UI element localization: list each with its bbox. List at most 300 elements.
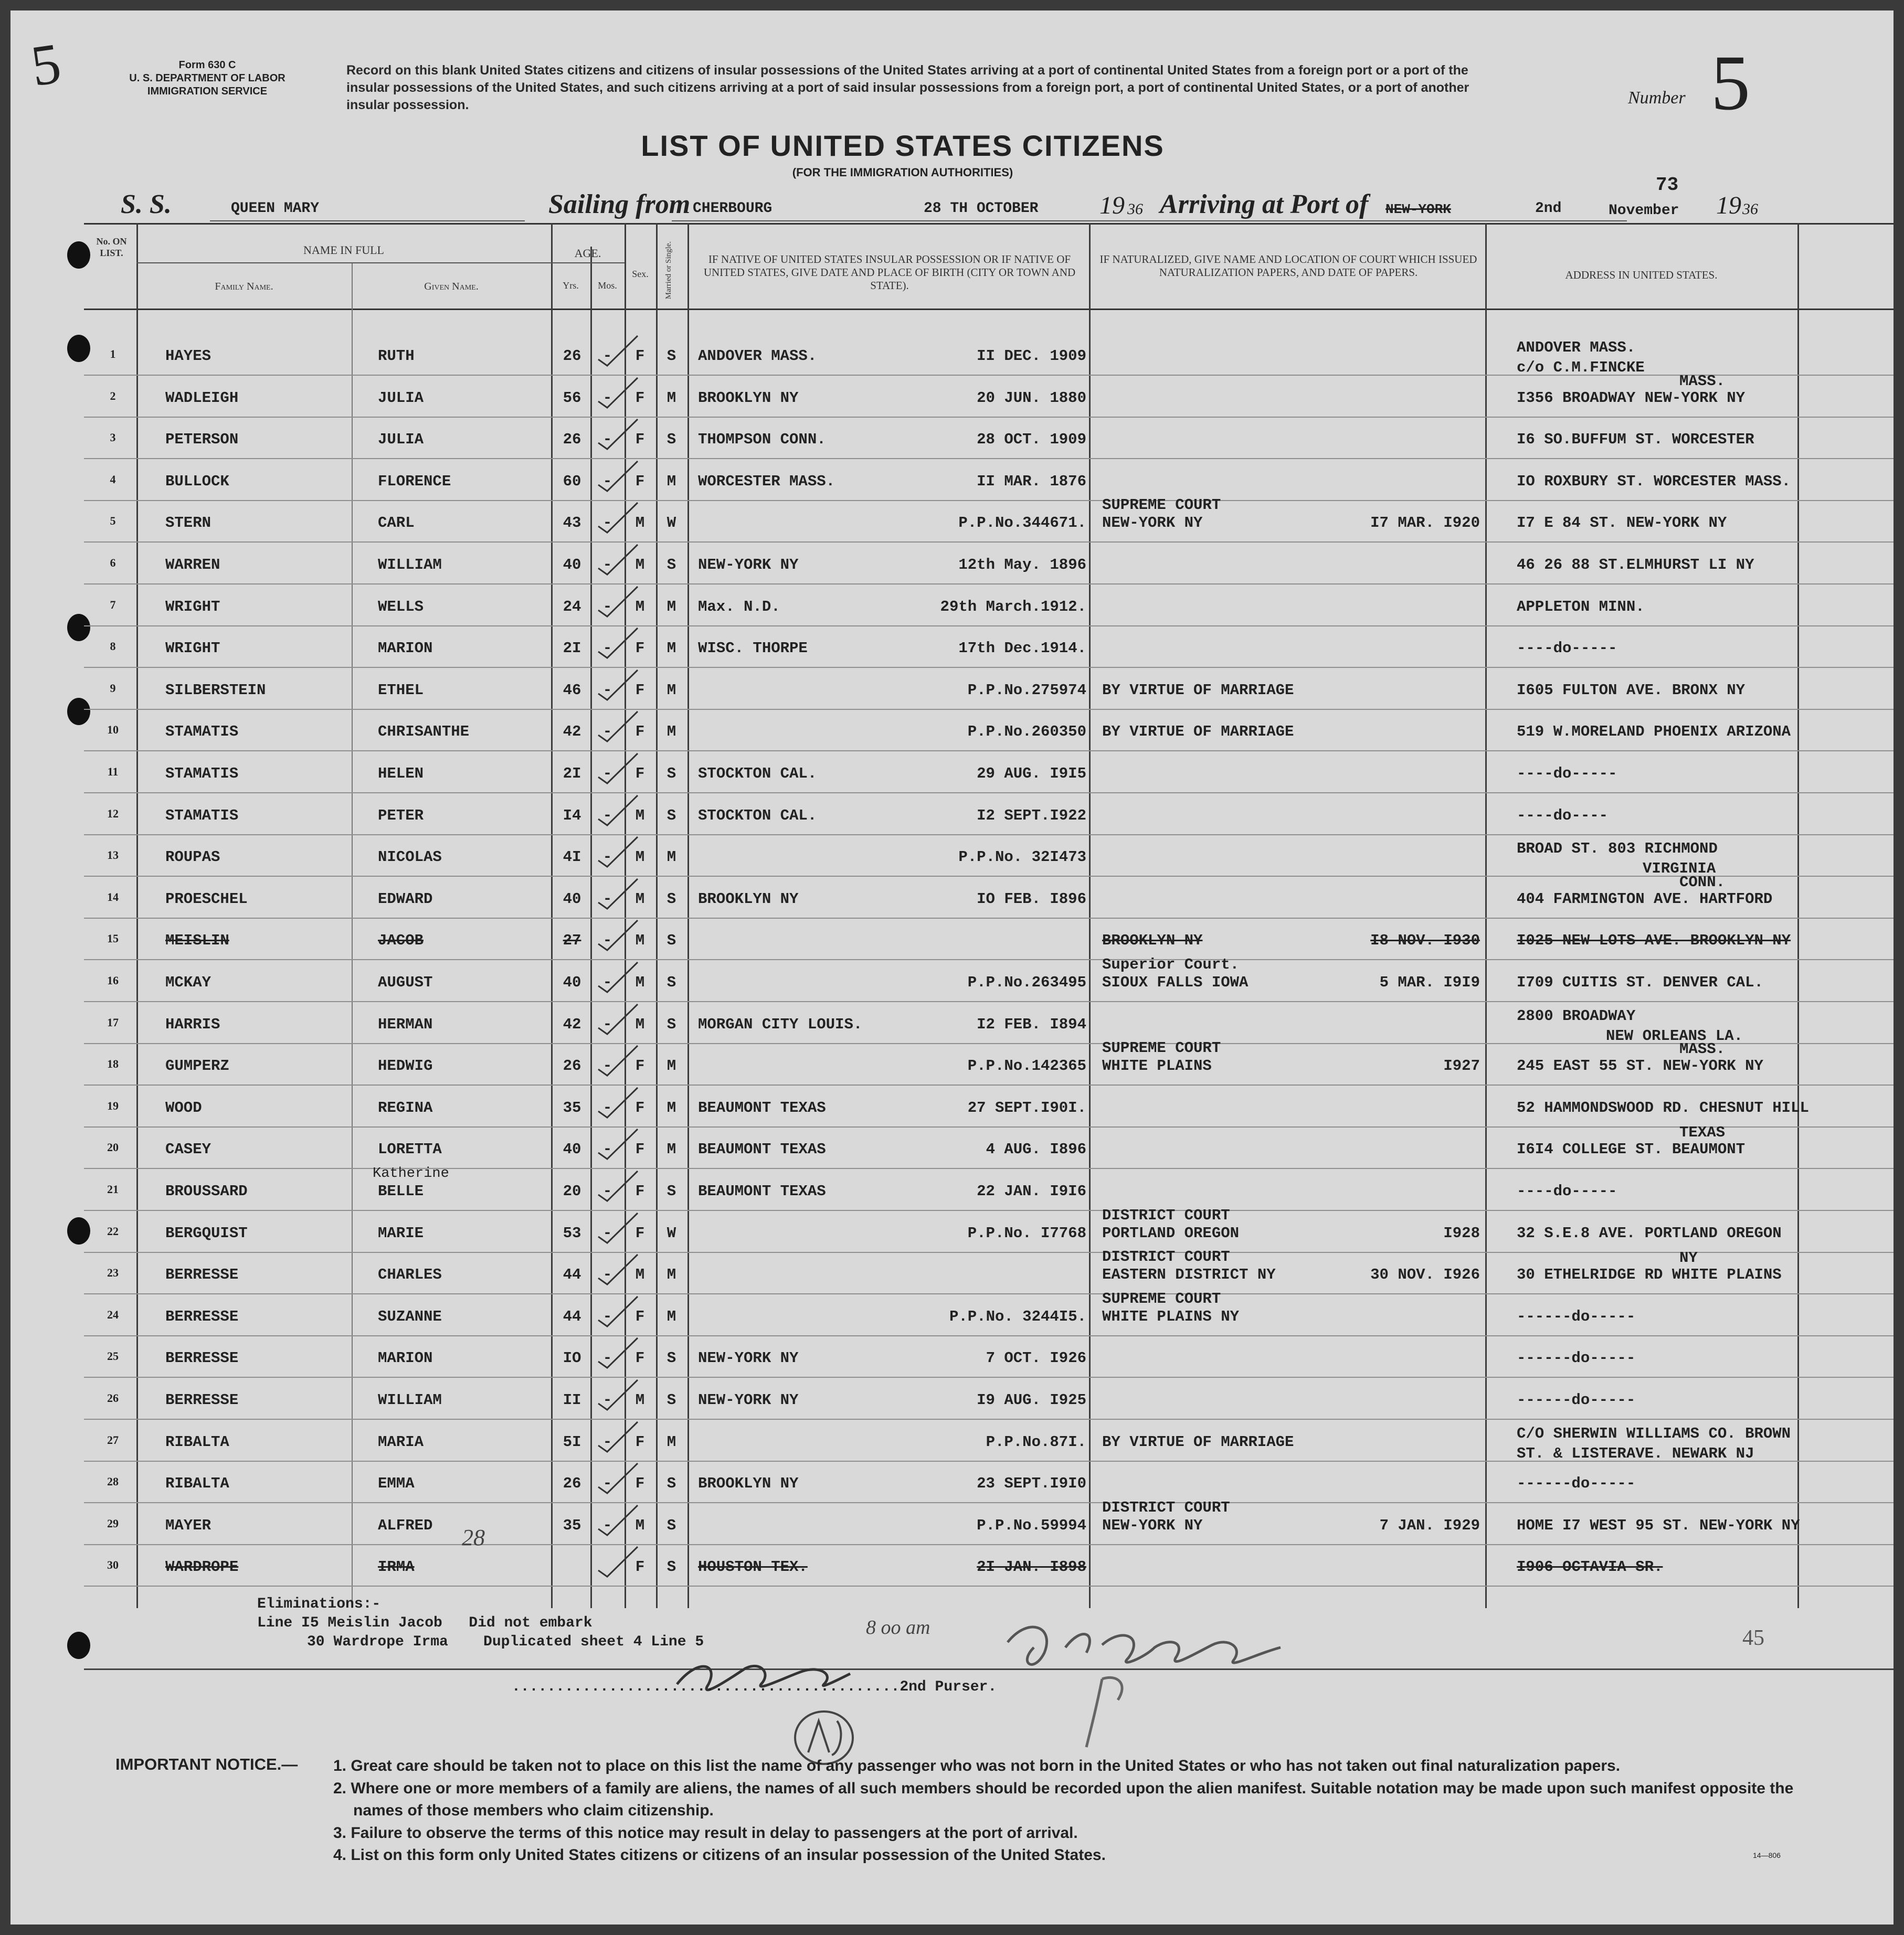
cell-no: 4 [110,472,116,486]
cell-birth-place: NEW-YORK NY [698,556,799,573]
check-mark-icon [596,625,643,662]
elimination-line-2: 30 Wardrope Irma Duplicated sheet 4 Line 5 [307,1634,704,1650]
cell-address: 519 W.MORELAND PHOENIX ARIZONA [1517,723,1791,741]
cell-ms: M [667,598,676,615]
cell-birth-date: P.P.No. 32I473 [958,848,1086,866]
col-header-address: ADDRESS IN UNITED STATES. [1565,269,1718,281]
check-mark-icon [596,1544,643,1581]
cell-birth-date: 17th Dec.1914. [958,640,1086,657]
cell-sex: M [635,1266,645,1284]
cell-no: 14 [107,890,119,903]
check-mark-icon [596,1503,643,1539]
cell-mos: - [602,1516,612,1534]
row-rule [84,1210,1894,1211]
col-rule [1797,223,1799,1608]
cell-birth-place: WORCESTER MASS. [698,472,835,490]
cell-family: BERRESSE [165,1307,239,1325]
cell-family: STAMATIS [165,723,239,741]
row-rule [84,1085,1894,1086]
check-mark-icon [596,333,643,370]
cell-birth-place: BEAUMONT TEXAS [698,1141,826,1158]
cell-address: ----do----- [1517,640,1617,657]
cell-court: Superior Court. [1102,956,1240,973]
cell-no: 12 [107,806,119,820]
col-rule [590,247,592,1608]
page-note: 45 [1742,1626,1764,1650]
check-mark-icon [596,709,643,746]
cell-sex: M [635,890,645,908]
row-rule [84,1001,1894,1002]
cell-birth-date: 27 SEPT.I90I. [967,1099,1086,1117]
cell-address: 245 EAST 55 ST. NEW-YORK NY [1517,1057,1763,1075]
cell-ms: M [667,472,676,490]
cell-sex: M [635,514,645,532]
cell-no: 9 [110,681,116,695]
row-rule [84,500,1894,501]
year-to: 36 [1742,200,1758,218]
notice-item: 4. List on this form only United States citizens or citizens of an insular possession of the United States. [333,1846,1106,1864]
cell-birth-date: 20 JUN. 1880 [977,389,1086,407]
cell-ms: M [667,723,676,741]
cell-given: RUTH [378,347,415,365]
cell-ms: S [667,806,676,824]
cell-given: FLORENCE [378,472,451,490]
cell-ms: S [667,431,676,449]
cell-family: WADLEIGH [165,389,239,407]
rule [210,220,525,221]
cell-family: PETERSON [165,431,239,449]
cell-address: APPLETON MINN. [1517,598,1645,615]
cell-court: BROOKLYN NY [1102,932,1203,950]
col-header-mos: Mos. [598,280,617,291]
check-mark-icon [596,1461,643,1497]
row-rule [84,417,1894,418]
cell-mos: - [602,1015,612,1033]
cell-no: 11 [107,765,119,778]
cell-ms: S [667,1349,676,1367]
cell-court-location: NEW-YORK NY [1102,1516,1203,1534]
cell-birth-date: P.P.No.87I. [986,1433,1086,1451]
cell-birth-place: BEAUMONT TEXAS [698,1099,826,1117]
cell-given: AUGUST [378,974,433,991]
department: U. S. DEPARTMENT OF LABOR [129,72,285,84]
col-header-sex: Sex. [632,269,649,279]
cell-yrs: 24 [563,598,581,615]
cell-yrs: II [563,1391,581,1409]
cell-court-date: 30 NOV. I926 [1370,1266,1480,1284]
cell-given: SUZANNE [378,1307,442,1325]
cell-birth-place: BEAUMONT TEXAS [698,1183,826,1200]
cell-address: ------do----- [1517,1391,1636,1409]
year-from: 36 [1127,200,1143,218]
check-mark-icon [596,375,643,412]
cell-address: I709 CUITIS ST. DENVER CAL. [1517,974,1763,991]
cell-yrs: 43 [563,514,581,532]
cell-sex: F [635,1141,645,1158]
cell-birth-place: STOCKTON CAL. [698,806,817,824]
arriving-label: Arriving at Port of [1160,189,1369,219]
cell-mos: - [602,974,612,991]
cell-sex: M [635,848,645,866]
cell-birth-date: 7 OCT. I926 [986,1349,1086,1367]
cell-no: 30 [107,1558,119,1572]
cell-sex: F [635,1475,645,1493]
cell-family: BERRESSE [165,1266,239,1284]
notice-item: 3. Failure to observe the terms of this notice may result in delay to passengers at the port of arrival. [333,1824,1078,1842]
cell-address-line2: ST. & LISTERAVE. NEWARK NJ [1517,1444,1754,1462]
cell-birth-date: 12th May. 1896 [958,556,1086,573]
cell-mos: - [602,681,612,699]
cell-birth-date: II DEC. 1909 [977,347,1086,365]
cell-sex: M [635,974,645,991]
check-mark-icon [596,834,643,871]
cell-mos: - [602,1349,612,1367]
cell-sex: M [635,932,645,950]
cell-given: JULIA [378,389,424,407]
cell-court-location: NEW-YORK NY [1102,514,1203,532]
col-rule [1485,223,1487,1608]
cell-given: WELLS [378,598,424,615]
cell-birth-place: NEW-YORK NY [698,1349,799,1367]
cell-court-location: WHITE PLAINS NY [1102,1307,1240,1325]
punch-hole [67,335,90,362]
cell-birth-place: BROOKLYN NY [698,389,799,407]
cell-court-location: PORTLAND OREGON [1102,1224,1240,1242]
cell-ms: S [667,347,676,365]
cell-yrs: 26 [563,347,581,365]
cell-given-above: Katherine [373,1166,449,1182]
cell-mos: - [602,1057,612,1075]
cell-no: 13 [107,848,119,862]
cell-yrs: 40 [563,890,581,908]
cell-no: 17 [107,1015,119,1029]
col-rule [136,223,138,1608]
cell-given: MARIA [378,1433,424,1451]
cell-address: 46 26 88 ST.ELMHURST LI NY [1517,556,1754,573]
number-value: 5 [1711,39,1750,126]
cell-ms: M [667,681,676,699]
check-mark-icon [596,667,643,704]
cell-no: 19 [107,1099,119,1112]
cell-family: MCKAY [165,974,211,991]
cell-birth-place: NEW-YORK NY [698,1391,799,1409]
cell-address: ----do----- [1517,765,1617,782]
cell-given: NICOLAS [378,848,442,866]
cell-court: SUPREME COURT [1102,1039,1221,1057]
cell-sex: F [635,431,645,449]
cell-no: 10 [107,723,119,737]
cell-ms: S [667,556,676,573]
cell-birth-date: P.P.No. 3244I5. [949,1307,1086,1325]
cell-sex: M [635,1516,645,1534]
cell-sex: F [635,1558,645,1576]
cell-birth-place: Max. N.D. [698,598,780,615]
cell-family: SILBERSTEIN [165,681,266,699]
row-rule [84,1419,1894,1420]
date-from: 28 TH OCTOBER [924,200,1039,217]
cell-yrs: 5I [563,1433,581,1451]
cell-mos: - [602,1391,612,1409]
cell-no: 6 [110,556,116,569]
check-mark-icon [596,1335,643,1372]
cell-court: BY VIRTUE OF MARRIAGE [1102,1433,1294,1451]
cell-address: 52 HAMMONDSWOOD RD. CHESNUT HILL [1517,1099,1809,1117]
cell-address-line2: VIRGINIA [1643,860,1716,878]
cell-given: HELEN [378,765,424,782]
row-rule [84,1377,1894,1378]
cell-ms: M [667,1266,676,1284]
cell-birth-date: I2 FEB. I894 [977,1015,1086,1033]
cell-family: WRIGHT [165,640,220,657]
cell-ms: W [667,1224,676,1242]
cell-birth-place: THOMPSON CONN. [698,431,826,449]
row-rule [84,792,1894,793]
cell-ms: M [667,640,676,657]
cell-family: MEISLIN [165,932,229,950]
col-header-given: Given Name. [424,281,479,292]
cell-birth-date: IO FEB. I896 [977,890,1086,908]
cell-birth-place: MORGAN CITY LOUIS. [698,1015,863,1033]
cell-yrs: 2I [563,765,581,782]
table-header-rule [84,309,1894,310]
check-mark-icon [596,500,643,537]
cell-ms: S [667,1391,676,1409]
cell-mos: - [602,806,612,824]
cell-sex: M [635,1391,645,1409]
cell-address: I6I4 COLLEGE ST. BEAUMONT [1517,1141,1746,1158]
cell-no: 26 [107,1391,119,1405]
notice-label: IMPORTANT NOTICE.— [115,1755,298,1773]
cell-no: 25 [107,1349,119,1363]
cell-mos: - [602,1183,612,1200]
cell-address: I025 NEW LOTS AVE. BROOKLYN NY [1517,932,1791,950]
cell-court: SUPREME COURT [1102,1290,1221,1307]
cell-ms: S [667,932,676,950]
cell-address: 2800 BROADWAY [1517,1007,1636,1025]
cell-mos: - [602,932,612,950]
check-mark-icon [596,1043,643,1080]
cell-address: 30 ETHELRIDGE RD WHITE PLAINS [1517,1266,1782,1284]
cell-address: ------do----- [1517,1307,1636,1325]
cell-no: 23 [107,1266,119,1280]
cell-mos: - [602,431,612,449]
cell-family: BERGQUIST [165,1224,248,1242]
cell-mos: - [602,1307,612,1325]
cell-address: HOME I7 WEST 95 ST. NEW-YORK NY [1517,1516,1800,1534]
col-header-family: Family Name. [215,281,273,292]
check-mark-icon [596,459,643,495]
cell-sex: F [635,681,645,699]
check-mark-icon [596,1419,643,1456]
cell-address: ------do----- [1517,1349,1636,1367]
cell-ms: S [667,1516,676,1534]
cell-given: WILLIAM [378,556,442,573]
cell-mos: - [602,598,612,615]
time-note: 8 oo am [866,1617,930,1639]
cell-given: IRMA [378,1558,415,1576]
cell-yrs: 40 [563,1141,581,1158]
cell-given: MARION [378,1349,433,1367]
row-rule [84,918,1894,919]
cell-sex: F [635,1057,645,1075]
cell-given: EDWARD [378,890,433,908]
cell-mos: - [602,556,612,573]
row-rule [84,1335,1894,1336]
cell-birth-place: STOCKTON CAL. [698,765,817,782]
row-rule [84,667,1894,668]
cell-yrs: 53 [563,1224,581,1242]
notice-items [333,1755,1808,1867]
row-rule [84,834,1894,835]
cell-birth-place: WISC. THORPE [698,640,808,657]
cell-sex: F [635,1183,645,1200]
row-rule [84,583,1894,584]
cell-ms: M [667,1141,676,1158]
cell-ms: M [667,1433,676,1451]
check-mark-icon [596,960,643,996]
check-mark-icon [596,1126,643,1163]
ship-name: QUEEN MARY [231,200,320,217]
cell-ms: S [667,1558,676,1576]
cell-yrs: 35 [563,1516,581,1534]
cell-birth-date: 29 AUG. I9I5 [977,765,1086,782]
sailing-label: Sailing from [548,189,691,219]
age-margin-note: 28 [462,1525,485,1550]
cell-mos: - [602,389,612,407]
cell-ms: M [667,1057,676,1075]
cell-birth-place: BROOKLYN NY [698,1475,799,1493]
check-mark-icon [596,542,643,579]
cell-yrs: IO [563,1349,581,1367]
cell-court: BY VIRTUE OF MARRIAGE [1102,723,1294,741]
cell-sex: F [635,765,645,782]
cell-yrs: 56 [563,389,581,407]
cell-no: 1 [110,347,116,360]
cell-court-location: WHITE PLAINS [1102,1057,1212,1075]
row-rule [84,541,1894,543]
check-mark-icon [596,1210,643,1247]
cell-court-location: SIOUX FALLS IOWA [1102,974,1249,991]
cell-no: 29 [107,1516,119,1530]
row-rule [84,709,1894,710]
cell-ms: M [667,1099,676,1117]
cell-yrs: 35 [563,1099,581,1117]
cell-birth-date: P.P.No.59994 [977,1516,1086,1534]
row-rule [84,625,1894,626]
cell-court: DISTRICT COURT [1102,1498,1230,1516]
instructions: Record on this blank United States citizens and citizens of insular possessions of the United States arriving at a port of continental United States from a foreign port or a port of the insular possessions of the United States, and such citizens arriving at a port of said insular possessions from a foreign port, a port of continental United States, or a port of another insular possession. [346,63,1469,112]
margin-note: 73 [1656,174,1679,196]
cell-address: 404 FARMINGTON AVE. HARTFORD [1517,890,1773,908]
cell-given: LORETTA [378,1141,442,1158]
check-mark-icon [596,584,643,621]
cell-address: ------do----- [1517,1475,1636,1493]
cell-family: WRIGHT [165,598,220,615]
col-rule [352,262,353,1608]
cell-birth-date: P.P.No. I7768 [967,1224,1086,1242]
cell-family: STERN [165,514,211,532]
cell-address: I605 FULTON AVE. BRONX NY [1517,681,1746,699]
punch-hole [67,614,90,641]
punch-hole [67,698,90,725]
cell-family: STAMATIS [165,806,239,824]
cell-address: ANDOVER MASS. [1517,339,1636,356]
cell-address: I906 OCTAVIA SR. [1517,1558,1663,1576]
cell-address: ----do----- [1517,1183,1617,1200]
cell-yrs: 26 [563,431,581,449]
cell-mos: - [602,890,612,908]
cell-ms: S [667,1475,676,1493]
elimination-line-1: Line I5 Meislin Jacob Did not embark [257,1615,593,1631]
corner-mark: 5 [27,30,65,99]
cell-birth-date: P.P.No.260350 [967,723,1086,741]
check-mark-icon [596,1252,643,1289]
cell-birth-date: 23 SEPT.I9I0 [977,1475,1086,1493]
cell-court: DISTRICT COURT [1102,1206,1230,1224]
eliminations-label: Eliminations:- [257,1596,381,1612]
col-header-no: No. ON LIST. [96,236,127,258]
form-id-block [123,59,291,98]
cell-yrs: 40 [563,974,581,991]
cell-address: 32 S.E.8 AVE. PORTLAND OREGON [1517,1224,1782,1242]
check-mark-icon [596,751,643,788]
cell-ms: W [667,514,676,532]
cell-yrs: 26 [563,1475,581,1493]
cell-ms: S [667,974,676,991]
check-mark-icon [596,876,643,913]
cell-sex: M [635,556,645,573]
cell-no: 22 [107,1224,119,1238]
cell-sex: F [635,640,645,657]
cell-birth-date: I2 SEPT.I922 [977,806,1086,824]
punch-hole [67,1217,90,1245]
cell-no: 21 [107,1183,119,1196]
day-to: 2nd [1535,200,1562,217]
cell-no: 24 [107,1307,119,1321]
cell-mos: - [602,347,612,365]
cell-no: 2 [110,389,116,402]
page-title: LIST OF UNITED STATES CITIZENS [641,129,1165,162]
cell-yrs: 40 [563,556,581,573]
cell-yrs: 44 [563,1266,581,1284]
cell-sex: F [635,1099,645,1117]
cell-family: BROUSSARD [165,1183,248,1200]
cell-no: 15 [107,932,119,945]
cell-sex: F [635,1349,645,1367]
cell-family: GUMPERZ [165,1057,229,1075]
cell-given: MARION [378,640,433,657]
notice-item: 1. Great care should be taken not to place on this list the name of any passenger who was not born in the United States or who has not taken out final naturalization papers. [333,1757,1621,1774]
table-top-rule [84,223,1894,225]
cell-family: BERRESSE [165,1391,239,1409]
cell-address: ----do---- [1517,806,1609,824]
purser-line: ............................................2nd Purser. [512,1679,997,1695]
cell-yrs: 4I [563,848,581,866]
cell-given: CHARLES [378,1266,442,1284]
cell-address-line2: MASS. [1679,372,1726,390]
row-rule [84,750,1894,751]
col-header-naturalized: IF NATURALIZED, GIVE NAME AND LOCATION OF COURT WHICH ISSUED NATURALIZATION PAPERS, AND DATE OF PAPERS. [1099,253,1477,279]
cell-address: I7 E 84 ST. NEW-YORK NY [1517,514,1727,532]
cell-family: PROESCHEL [165,890,248,908]
cell-court-date: I8 NOV. I930 [1370,932,1480,950]
cell-yrs: 44 [563,1307,581,1325]
cell-sex: F [635,472,645,490]
cell-sex: F [635,389,645,407]
notice-item: 2. Where one or more members of a family are aliens, the names of all such members should be recorded upon the alien manifest. Suitable notation may be made upon such manifest opposite the names of those members who claim citizenship. [333,1779,1794,1820]
col-rule [1089,223,1091,1608]
cell-family: RIBALTA [165,1433,229,1451]
